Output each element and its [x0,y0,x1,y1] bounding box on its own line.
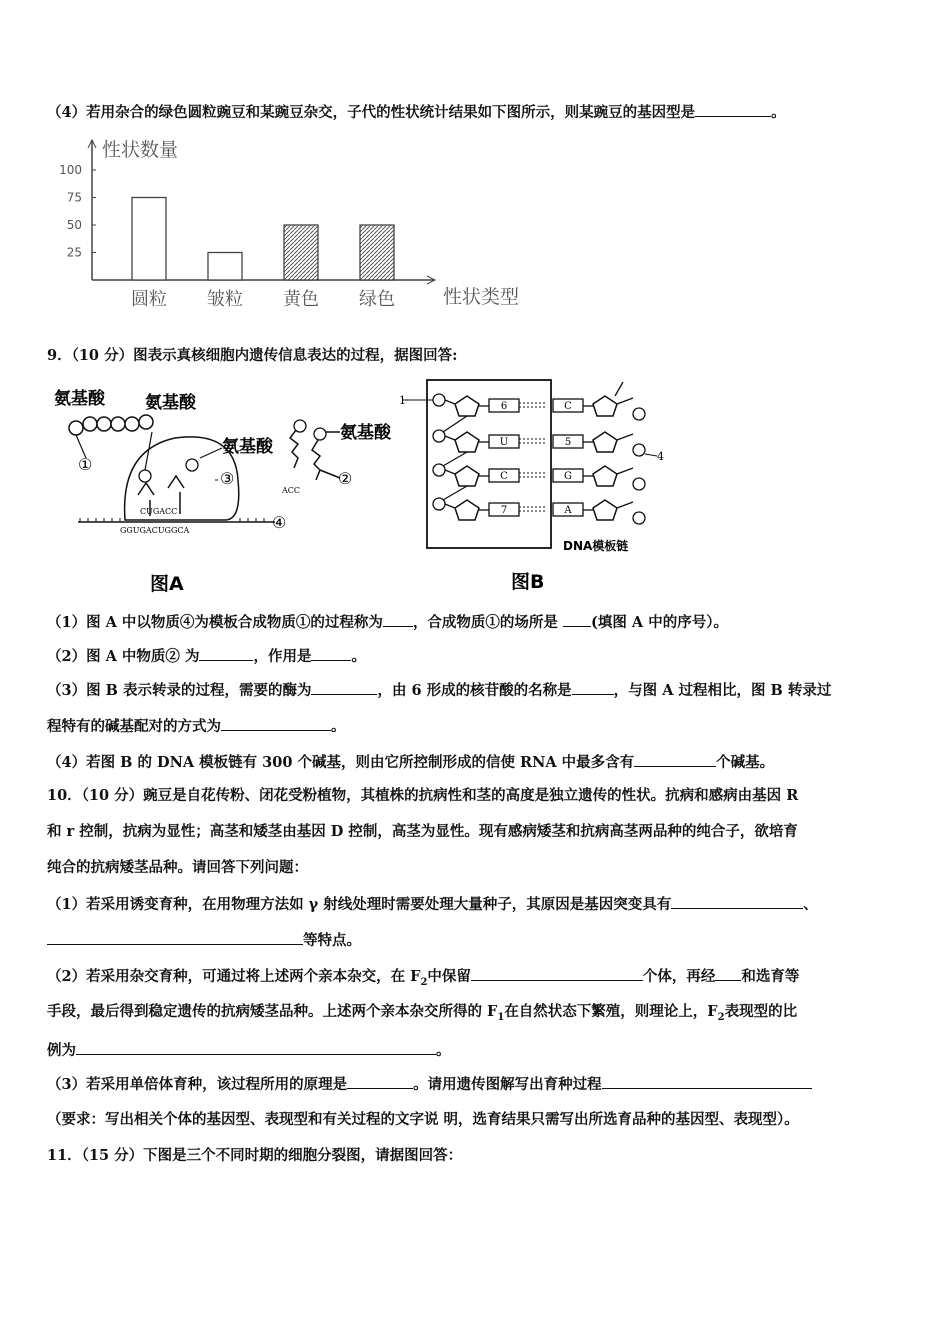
x-axis-label: 性状类型 [443,286,520,308]
figure-b-transcription [395,378,685,593]
q9-part4: （4）若图 B 的 DNA 模板链有 300 个碱基，则由它所控制形成的信使 RNA 中最多含有 个碱基。 [47,754,775,771]
fig-a-amino-acid-1: 氨基酸 [54,389,105,409]
bar-3 [284,225,318,280]
bar-1 [132,198,166,281]
category-label: 绿色 [359,289,395,310]
fig-a-amino-acid-4: 氨基酸 [340,423,391,443]
q10-part1-line2: 等特点。 [47,930,361,951]
pointer-4 [645,454,657,456]
category-label: 黄色 [283,289,319,310]
phosphate-left [433,430,445,442]
peptide-chain [69,415,153,435]
hydrogen-bond [519,473,547,477]
sugar-left [455,466,479,486]
base-left-label: 6 [500,401,508,412]
q10-part3-line1: （3）若采用单倍体育种，该过程所用的原理是 。请用遗传图解写出育种过程 [47,1074,812,1095]
q10-intro-1: 10．（10 分）豌豆是自花传粉、闭花受粉植物，其植株的抗病性和茎的高度是独立遗传的性状。抗病和感病由基因 R [47,787,799,804]
sugar-right [593,466,617,486]
fig-a-label-2: ② [338,469,353,488]
phosphate-right [633,478,645,490]
hydrogen-bond [519,439,547,443]
q9-part3-line2: 程特有的碱基配对的方式为 。 [47,718,346,735]
fig-a-label-1: ① [78,455,93,474]
base-right-label: C [564,401,572,412]
fig-b-label-4: 4 [657,450,664,463]
phosphate-right [633,512,645,524]
sugar-left [455,432,479,452]
q10-part2-line2: 手段，最后得到稳定遗传的抗病矮茎品种。上述两个亲本杂交所得的 $F_1$在自然状态下繁殖，则理论上，$F_2$表现型的比 [47,1003,798,1023]
trait-bar-chart [50,130,550,320]
phosphate-left [433,394,445,406]
y-axis-label: 性状数量 [102,139,179,161]
hydrogen-bond [519,403,547,407]
fig-b-caption: 图B [511,571,545,593]
base-left-label: U [499,437,509,448]
q11-header: 11．（15 分）下图是三个不同时期的细胞分裂图，请据图回答： [47,1147,463,1164]
fig-a-anticodon: ACC [282,486,301,495]
figure-a-trna [290,410,410,500]
fig-a-mrna-seq: GGUGACUGGCA [120,526,190,535]
sugar-left [455,396,479,416]
phosphate-left [433,498,445,510]
bar-2 [208,253,242,281]
fig-a-caption: 图A [150,573,184,595]
q9-part1: （1）图 A 中以物质④为模板合成物质①的过程称为 ，合成物质①的场所是 (填图 A 中的序号）。 [47,614,728,631]
category-label: 皱粒 [207,289,243,310]
q10-part2-line3: 例为 。 [47,1042,451,1059]
fig-a-codon: CUGACC [140,507,178,516]
y-tick-label: 25 [66,245,82,260]
base-right-label: 5 [564,437,572,448]
hydrogen-bond [519,507,547,511]
phosphate-right [633,408,645,420]
q9-part2: （2）图 A 中物质② 为 ，作用是 。 [47,648,366,665]
q10-part1-line1: （1）若采用诱变育种，在用物理方法如 γ 射线处理时需要处理大量种子，其原因是基因突变具有 、 [47,896,818,913]
base-left-label: 7 [500,505,508,516]
fig-a-amino-acid-3: 氨基酸 [222,437,273,457]
base-left-label: C [500,471,508,482]
y-tick-label: 100 [59,163,82,177]
q8-part4: （4）若用杂合的绿色圆粒豌豆和某豌豆杂交，子代的性状统计结果如下图所示，则某豌豆的基因型是 。 [47,104,786,121]
phosphate-right [633,444,645,456]
y-tick-label: 50 [66,218,82,232]
fig-b-template-caption: DNA模板链 [563,539,629,553]
q9-part3-line1: （3）图 B 表示转录的过程，需要的酶为 ，由 6 形成的核苷酸的名称是 ，与图 A 过程相比，图 B 转录过 [47,682,832,699]
fig-b-label-1: 1 [399,394,406,407]
bar-4 [360,225,394,280]
y-tick-label: 75 [66,190,82,205]
figure-a-translation [50,380,310,595]
fig-a-label-4: ④ [272,513,287,532]
q10-part2-line1: （2）若采用杂交育种，可通过将上述两个亲本杂交，在 $F_2$中保留 个体，再经 和选育等 [47,968,800,988]
base-right-label: A [564,505,572,516]
q10-intro-2: 和 r 控制，抗病为显性；高茎和矮茎由基因 D 控制，高茎为显性。现有感病矮茎和抗病高茎两品种的纯合子，欲培育 [47,823,798,840]
base-right-label: G [564,471,572,482]
q9-header: 9．（10 分）图表示真核细胞内遗传信息表达的过程，据图回答: [47,347,458,364]
phosphate-left [433,464,445,476]
sugar-right [593,396,617,416]
q10-part3-line2: （要求：写出相关个体的基因型、表现型和有关过程的文字说 明，选育结果只需写出所选育品种的基因型、表现型）。 [47,1111,799,1128]
fig-a-amino-acid-2: 氨基酸 [145,393,196,413]
fig-a-label-3: ③ [220,469,235,488]
category-label: 圆粒 [131,289,167,310]
q10-intro-3: 纯合的抗病矮茎品种。请回答下列问题： [47,859,308,876]
sugar-right [593,500,617,520]
sugar-left [455,500,479,520]
